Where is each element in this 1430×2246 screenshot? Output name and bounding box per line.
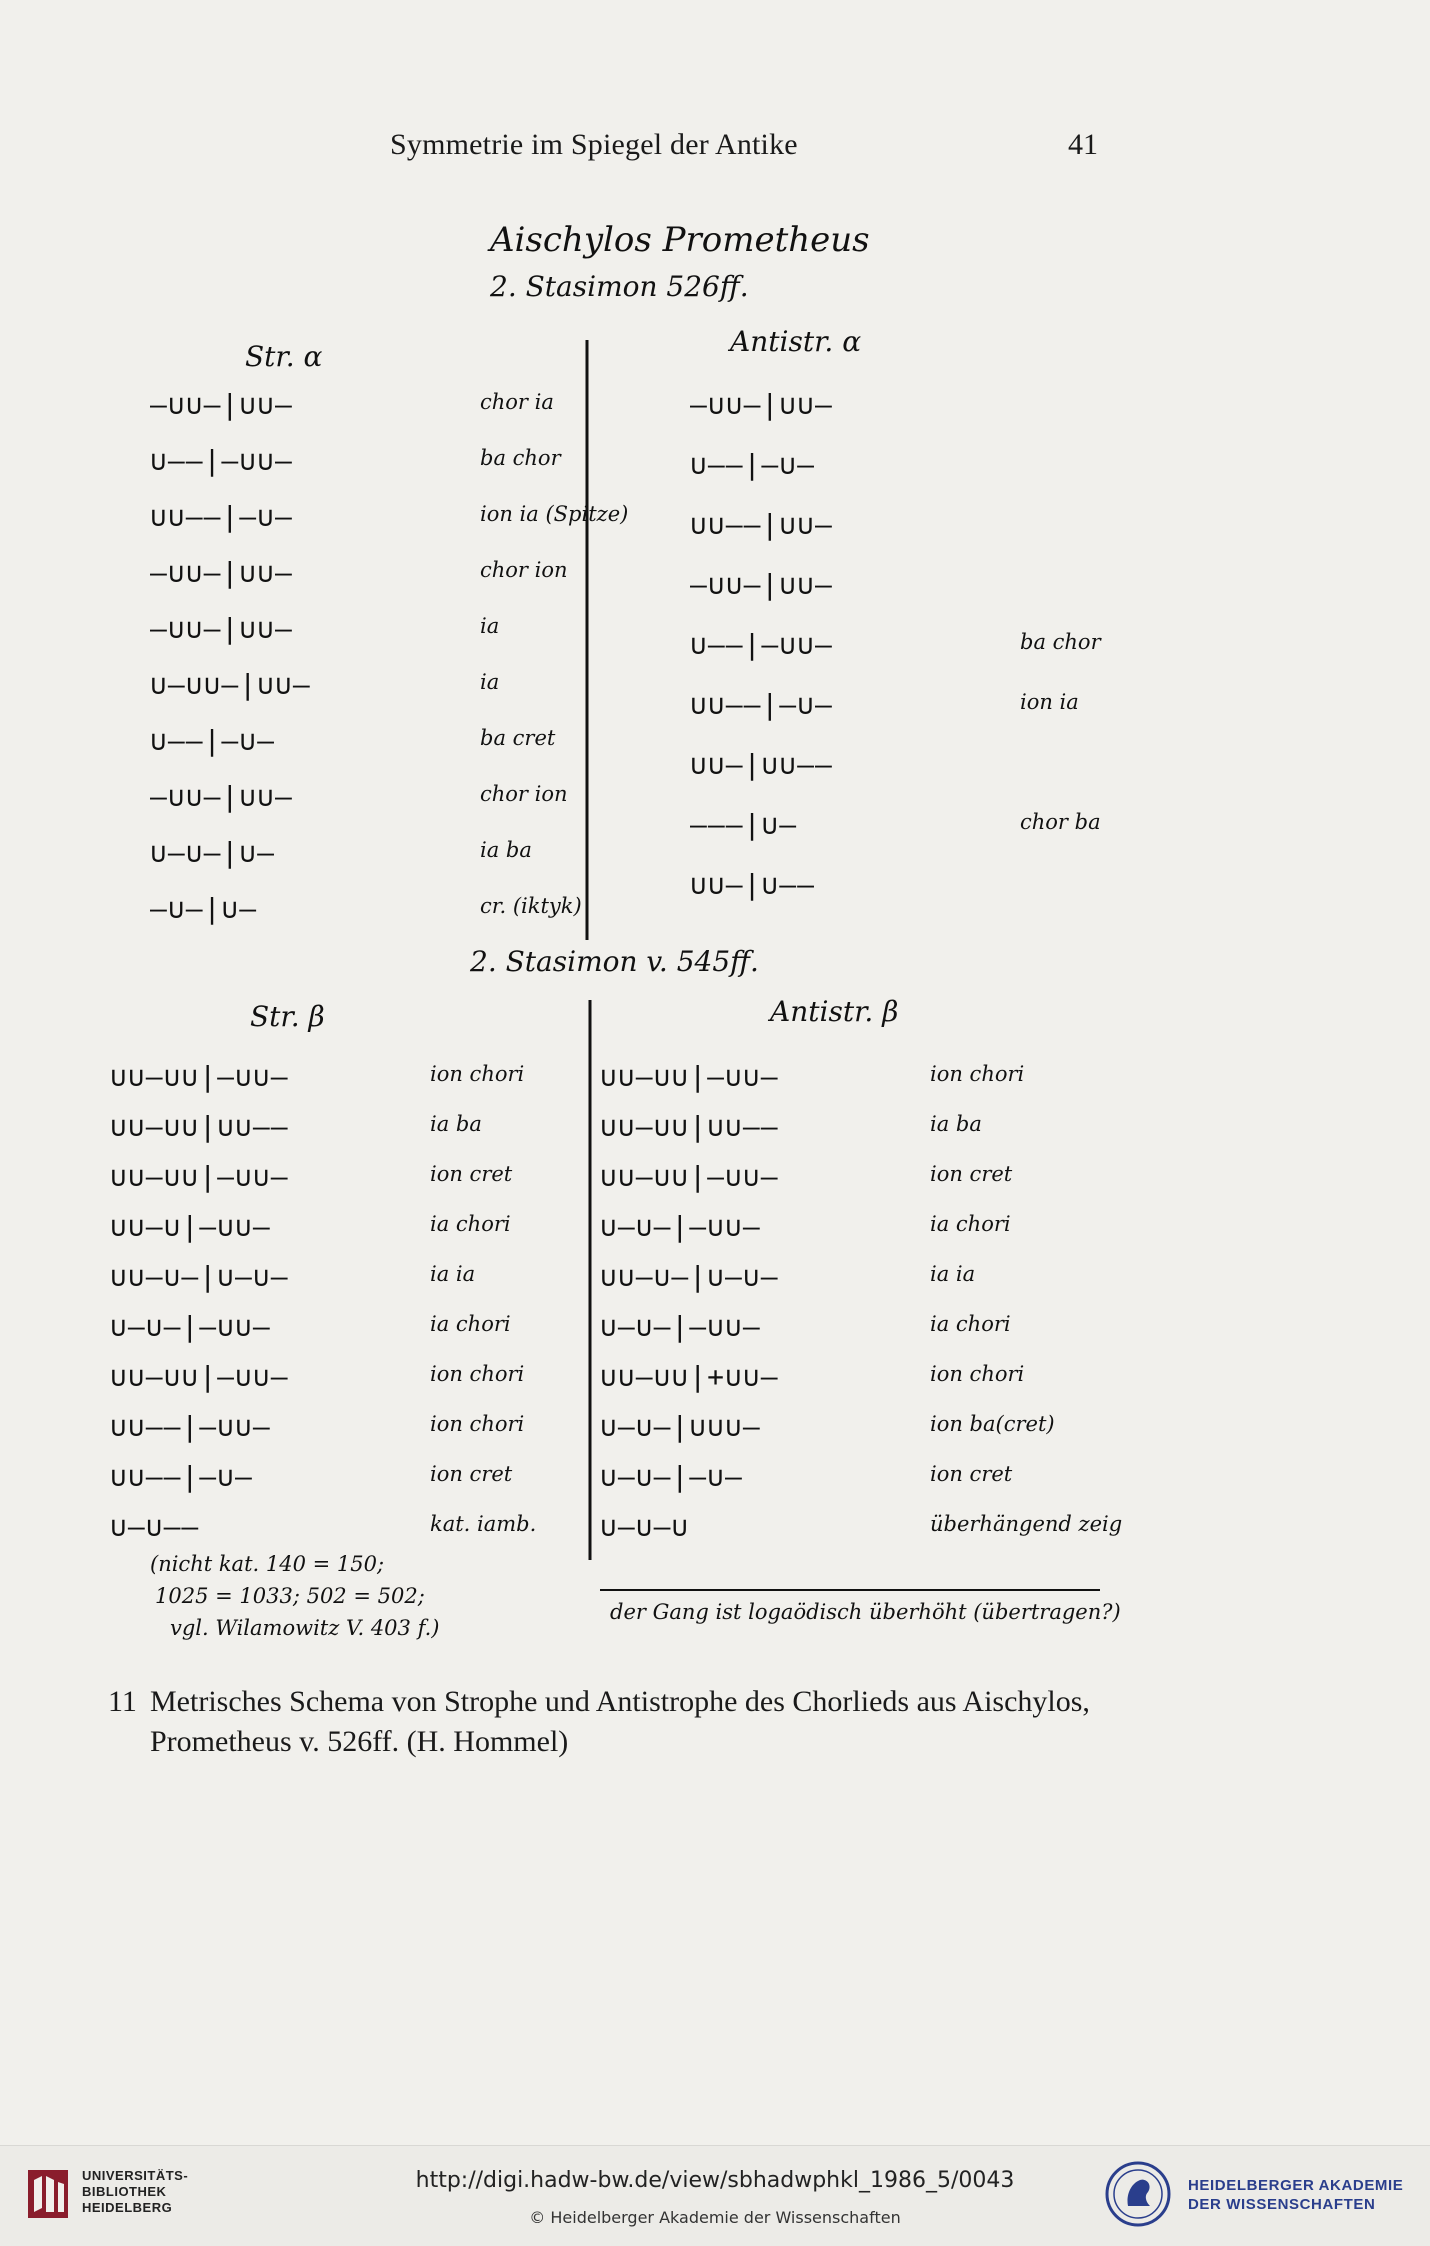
beta-right-meter-line: ∪∪–∪∪|∪∪–– — [600, 1110, 779, 1143]
beta-left-meter-line: ∪–∪–– — [110, 1510, 200, 1543]
beta-right-meter-line: ∪∪–∪∪|+∪∪– — [600, 1360, 779, 1393]
alpha-left-meter-line: ∪–∪–|∪– — [150, 836, 276, 869]
alpha-right-meter-line: ∪∪––|∪∪– — [690, 508, 833, 541]
beta-right-meter-line: ∪∪–∪∪|–∪∪– — [600, 1060, 779, 1093]
alpha-left-meter-line: ∪–∪∪–|∪∪– — [150, 668, 311, 701]
caption-line-1: Metrisches Schema von Strophe und Antistrophe des Chorlieds aus Aischylos, — [150, 1685, 1090, 1718]
beta-right-verse-annotation: ion cret — [930, 1462, 1013, 1486]
alpha-left-meter-line: ∪––|–∪– — [150, 724, 276, 757]
alpha-left-meter-line: ∪∪––|–∪– — [150, 500, 293, 533]
beta-right-verse-annotation: ion cret — [930, 1162, 1013, 1186]
copyright-notice: © Heidelberger Akademie der Wissenschaften — [529, 2208, 901, 2227]
caption-number: 11 — [108, 1685, 137, 1718]
academy-seal-icon — [1104, 2160, 1172, 2228]
beta-left-verse-annotation: ia ia — [430, 1262, 476, 1286]
ms-label-antistrophe-beta: Antistr. β — [770, 995, 899, 1028]
beta-left-verse-annotation: ion cret — [430, 1162, 513, 1186]
beta-left-verse-annotation: ia ba — [430, 1112, 482, 1136]
document-url-link[interactable]: http://digi.hadw-bw.de/view/sbhadwphkl_1986_5/0043 — [415, 2168, 1015, 2193]
beta-right-meter-line: ∪–∪–|–∪∪– — [600, 1210, 761, 1243]
alpha-left-meter-line: –∪–|∪– — [150, 892, 258, 925]
alpha-right-verse-annotation: ion ia — [1020, 690, 1079, 714]
alpha-left-verse-annotation: ion ia (Spitze) — [480, 502, 629, 526]
beta-right-verse-annotation: ia chori — [930, 1312, 1011, 1336]
beta-left-verse-annotation: ion chori — [430, 1412, 525, 1436]
beta-left-meter-line: ∪∪––|–∪∪– — [110, 1410, 271, 1443]
alpha-left-verse-annotation: chor ia — [480, 390, 554, 414]
beta-right-verse-annotation: ion chori — [930, 1362, 1025, 1386]
beta-right-meter-line: ∪–∪–|–∪∪– — [600, 1310, 761, 1343]
alpha-left-verse-annotation: ia — [480, 614, 500, 638]
beta-right-verse-annotation: überhängend zeig — [930, 1512, 1123, 1536]
alpha-left-meter-line: ∪––|–∪∪– — [150, 444, 293, 477]
beta-left-meter-line: ∪∪–∪–|∪–∪– — [110, 1260, 289, 1293]
ms-title: Aischylos Prometheus — [490, 220, 870, 260]
beta-right-meter-line: ∪–∪–|–∪– — [600, 1460, 743, 1493]
beta-left-meter-line: ∪∪–∪|–∪∪– — [110, 1210, 271, 1243]
beta-left-verse-annotation: ia chori — [430, 1312, 511, 1336]
alpha-left-verse-annotation: ba chor — [480, 446, 561, 470]
beta-left-verse-annotation: ion chori — [430, 1362, 525, 1386]
ms-subtitle-second: 2. Stasimon v. 545ff. — [470, 945, 759, 978]
ms-label-antistrophe-alpha: Antistr. α — [730, 325, 862, 358]
beta-left-verse-annotation: ia chori — [430, 1212, 511, 1236]
ms-note-line-2: 1025 = 1033; 502 = 502; — [155, 1584, 425, 1608]
alpha-right-meter-line: ∪––|–∪∪– — [690, 628, 833, 661]
alpha-right-meter-line: ∪––|–∪– — [690, 448, 816, 481]
alpha-left-meter-line: –∪∪–|∪∪– — [150, 388, 293, 421]
beta-left-meter-line: ∪∪–∪∪|–∪∪– — [110, 1360, 289, 1393]
beta-left-meter-line: ∪–∪–|–∪∪– — [110, 1310, 271, 1343]
beta-right-verse-annotation: ia chori — [930, 1212, 1011, 1236]
beta-left-meter-line: ∪∪–∪∪|–∪∪– — [110, 1060, 289, 1093]
alpha-right-meter-line: ∪∪–|∪∪–– — [690, 748, 833, 781]
beta-left-meter-line: ∪∪–∪∪|–∪∪– — [110, 1160, 289, 1193]
alpha-left-verse-annotation: ba cret — [480, 726, 556, 750]
beta-right-meter-line: ∪–∪–|∪∪∪– — [600, 1410, 761, 1443]
alpha-right-verse-annotation: ba chor — [1020, 630, 1101, 654]
page-number: 41 — [1068, 128, 1098, 161]
beta-left-verse-annotation: ion cret — [430, 1462, 513, 1486]
running-head: Symmetrie im Spiegel der Antike — [390, 128, 798, 161]
alpha-left-verse-annotation: chor ion — [480, 558, 568, 582]
alpha-left-verse-annotation: ia ba — [480, 838, 532, 862]
alpha-left-verse-annotation: ia — [480, 670, 500, 694]
viewer-footer — [0, 2145, 1430, 2246]
beta-right-meter-line: ∪∪–∪–|∪–∪– — [600, 1260, 779, 1293]
alpha-right-verse-annotation: chor ba — [1020, 810, 1101, 834]
alpha-right-meter-line: –––|∪– — [690, 808, 798, 841]
ms-bottom-note: der Gang ist logaödisch überhöht (übertragen?) — [610, 1600, 1121, 1624]
alpha-left-meter-line: –∪∪–|∪∪– — [150, 556, 293, 589]
academy-logo[interactable] — [1104, 2160, 1414, 2232]
ms-subtitle-strophe: 2. Stasimon 526ff. — [490, 270, 749, 303]
alpha-left-meter-line: –∪∪–|∪∪– — [150, 612, 293, 645]
alpha-right-meter-line: ∪∪–|∪–– — [690, 868, 816, 901]
beta-left-verse-annotation: kat. iamb. — [430, 1512, 537, 1536]
ms-label-strophe-beta: Str. β — [250, 1000, 325, 1033]
beta-left-verse-annotation: ion chori — [430, 1062, 525, 1086]
beta-right-meter-line: ∪∪–∪∪|–∪∪– — [600, 1160, 779, 1193]
ms-label-strophe-alpha: Str. α — [245, 340, 323, 373]
beta-left-meter-line: ∪∪––|–∪– — [110, 1460, 253, 1493]
alpha-right-meter-line: –∪∪–|∪∪– — [690, 388, 833, 421]
academy-logo-text: HEIDELBERGER AKADEMIE DER WISSENSCHAFTEN — [1188, 2177, 1404, 2213]
caption-line-2: Prometheus v. 526ff. (H. Hommel) — [150, 1725, 569, 1758]
alpha-left-verse-annotation: cr. (iktyk) — [480, 894, 582, 918]
beta-right-verse-annotation: ion ba(cret) — [930, 1412, 1055, 1436]
figure-caption — [108, 1682, 1128, 1762]
beta-right-verse-annotation: ion chori — [930, 1062, 1025, 1086]
alpha-left-verse-annotation: chor ion — [480, 782, 568, 806]
alpha-right-meter-line: –∪∪–|∪∪– — [690, 568, 833, 601]
ms-note-line-3: vgl. Wilamowitz V. 403 f.) — [170, 1616, 440, 1640]
alpha-right-meter-line: ∪∪––|–∪– — [690, 688, 833, 721]
beta-right-verse-annotation: ia ia — [930, 1262, 976, 1286]
beta-left-meter-line: ∪∪–∪∪|∪∪–– — [110, 1110, 289, 1143]
ms-note-line-1: (nicht kat. 140 = 150; — [150, 1552, 385, 1576]
library-logo-text: UNIVERSITÄTS- BIBLIOTHEK HEIDELBERG — [82, 2168, 189, 2215]
beta-right-verse-annotation: ia ba — [930, 1112, 982, 1136]
alpha-left-meter-line: –∪∪–|∪∪– — [150, 780, 293, 813]
beta-right-meter-line: ∪–∪–∪ — [600, 1510, 690, 1543]
